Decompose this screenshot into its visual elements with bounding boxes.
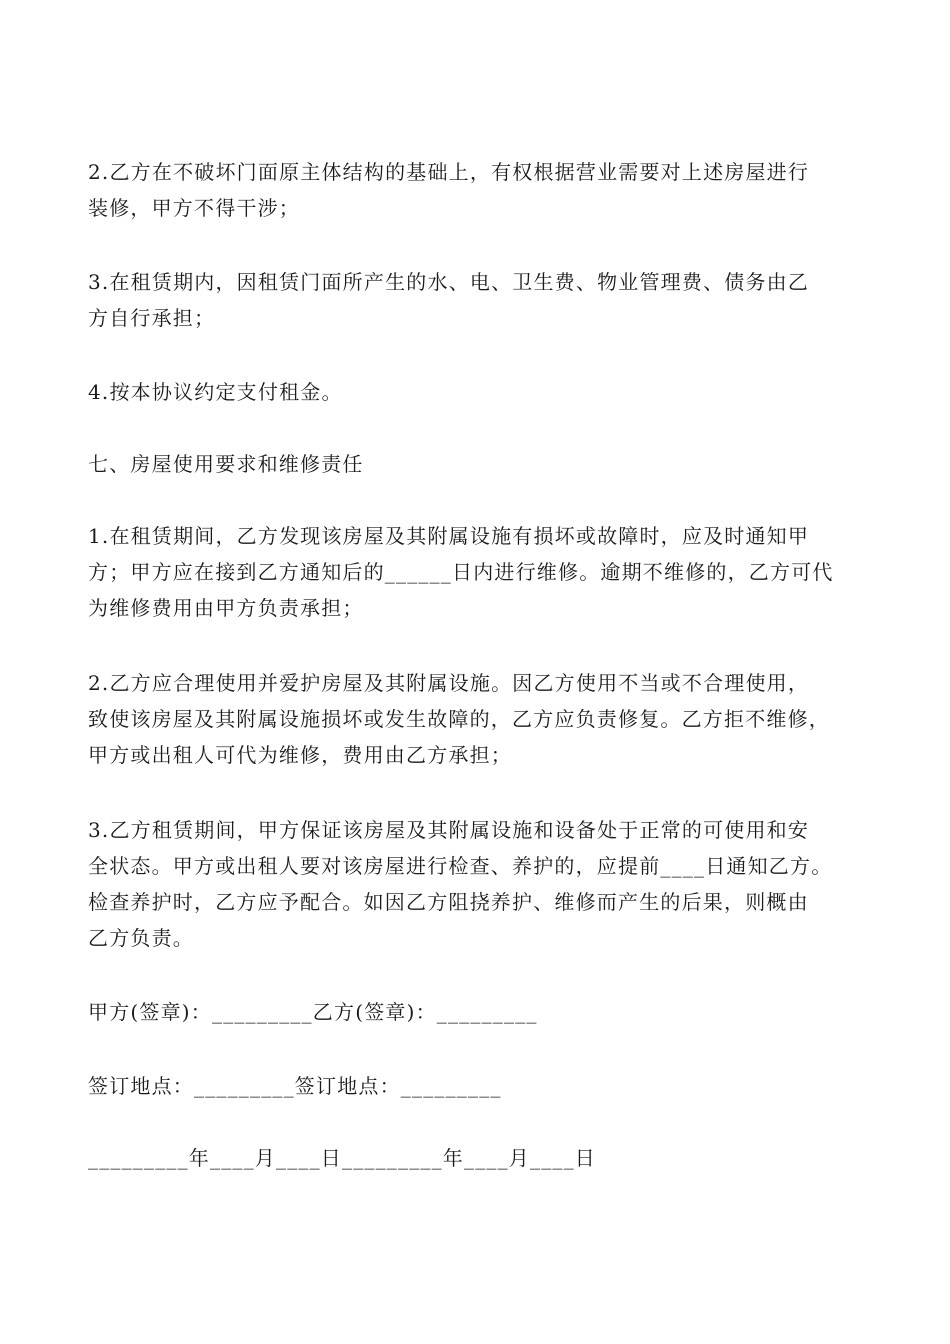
- clause-6-3: [88, 264, 888, 336]
- text-line: 全状态。甲方或出租人要对该房屋进行检查、养护的，应提前____日通知乙方。: [88, 854, 833, 878]
- text-line: 4.按本协议约定支付租金。: [88, 380, 343, 404]
- text-line: 检查养护时，乙方应予配合。如因乙方阻挠养护、维修而产生的后果，则概由: [88, 890, 809, 914]
- text-line: 方；甲方应在接到乙方通知后的______日内进行维修。逾期不维修的，乙方可代: [88, 560, 834, 584]
- signing-date-text: _________年____月____日_________年____月____日: [88, 1146, 596, 1170]
- signing-date-line: [88, 1140, 888, 1176]
- text-line: 1.在租赁期间，乙方发现该房屋及其附属设施有损坏或故障时，应及时通知甲: [88, 524, 810, 548]
- text-line: 装修，甲方不得干涉；: [88, 196, 300, 220]
- text-line: 乙方负责。: [88, 926, 194, 950]
- text-line: 方自行承担；: [88, 306, 216, 330]
- text-line: 2.乙方在不破坏门面原主体结构的基础上，有权根据营业需要对上述房屋进行: [88, 160, 810, 184]
- section-7-heading: [88, 446, 888, 482]
- signature-line: [88, 994, 888, 1030]
- text-line: 2.乙方应合理使用并爱护房屋及其附属设施。因乙方使用不当或不合理使用，: [88, 671, 810, 695]
- signing-place-text: 签订地点：_________签订地点：_________: [88, 1074, 502, 1098]
- section-title: 七、房屋使用要求和维修责任: [88, 452, 364, 476]
- text-line: 为维修费用由甲方负责承担；: [88, 596, 364, 620]
- text-line: 甲方或出租人可代为维修，费用由乙方承担；: [88, 743, 512, 767]
- signature-text: 甲方(签章)：_________乙方(签章)：_________: [88, 1000, 538, 1024]
- clause-6-2: [88, 154, 888, 226]
- clause-7-3: [88, 812, 888, 956]
- text-line: 3.乙方租赁期间，甲方保证该房屋及其附属设施和设备处于正常的可使用和安: [88, 818, 810, 842]
- clause-7-1: [88, 518, 888, 626]
- text-line: 致使该房屋及其附属设施损坏或发生故障的，乙方应负责修复。乙方拒不维修，: [88, 707, 830, 731]
- clause-6-4: [88, 374, 888, 410]
- signing-place-line: [88, 1068, 888, 1104]
- clause-7-2: [88, 665, 888, 773]
- text-line: 3.在租赁期内，因租赁门面所产生的水、电、卫生费、物业管理费、债务由乙: [88, 270, 810, 294]
